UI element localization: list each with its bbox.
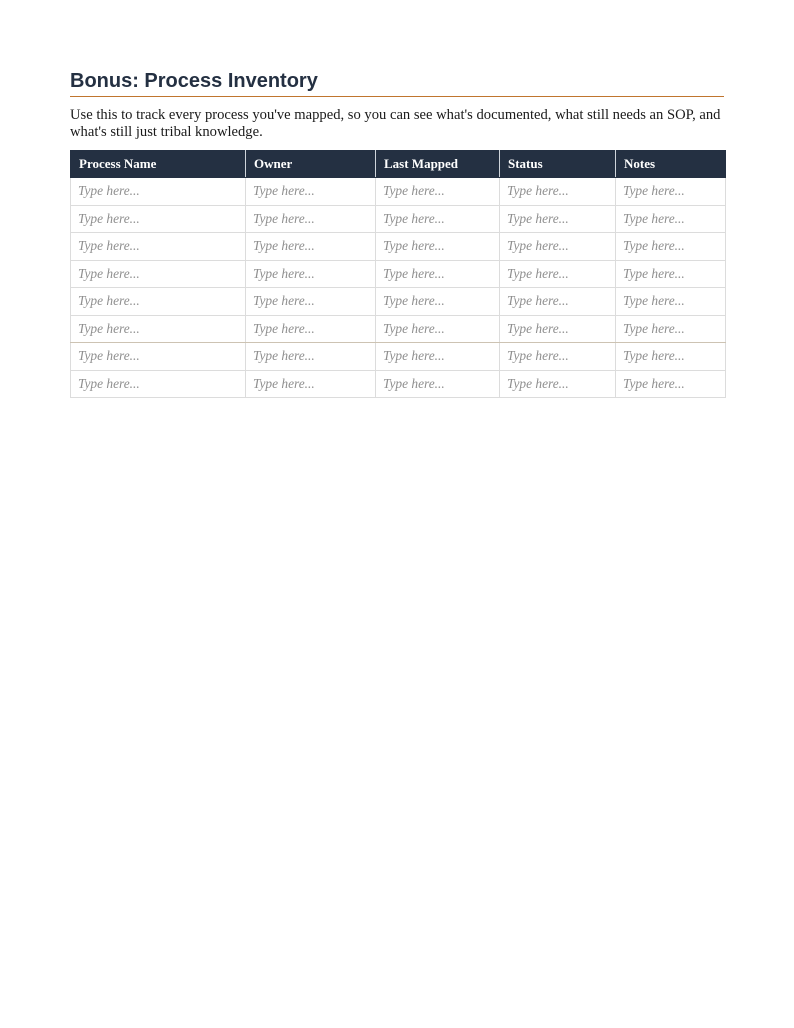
process-name-cell[interactable]: Type here... [71,370,246,398]
notes-cell[interactable]: Type here... [616,343,726,371]
owner-cell[interactable]: Type here... [246,233,376,261]
last-mapped-cell[interactable]: Type here... [376,370,500,398]
owner-cell[interactable]: Type here... [246,315,376,343]
table-row [71,205,726,233]
owner-cell[interactable]: Type here... [246,178,376,206]
owner-cell[interactable]: Type here... [246,205,376,233]
table-row [71,343,726,371]
owner-cell[interactable]: Type here... [246,343,376,371]
intro-paragraph: Use this to track every process you've mapped, so you can see what's documented, what still needs an SOP, and what's still just tribal knowledge. [70,107,721,140]
status-cell[interactable]: Type here... [500,178,616,206]
process-name-cell[interactable]: Type here... [71,260,246,288]
notes-cell[interactable]: Type here... [616,233,726,261]
process-name-cell[interactable]: Type here... [71,315,246,343]
owner-cell[interactable]: Type here... [246,260,376,288]
page-title: Bonus: Process Inventory [70,70,318,92]
last-mapped-cell[interactable]: Type here... [376,260,500,288]
status-cell[interactable]: Type here... [500,205,616,233]
status-cell[interactable]: Type here... [500,260,616,288]
header-row [71,151,726,178]
column-header-process-name: Process Name [71,151,246,178]
column-header-owner: Owner [246,151,376,178]
last-mapped-cell[interactable]: Type here... [376,233,500,261]
table-row [71,260,726,288]
notes-cell[interactable]: Type here... [616,178,726,206]
notes-cell[interactable]: Type here... [616,315,726,343]
last-mapped-cell[interactable]: Type here... [376,178,500,206]
process-name-cell[interactable]: Type here... [71,233,246,261]
process-name-cell[interactable]: Type here... [71,178,246,206]
process-name-cell[interactable]: Type here... [71,343,246,371]
status-cell[interactable]: Type here... [500,288,616,316]
process-inventory-table [70,150,726,398]
column-header-notes: Notes [616,151,726,178]
column-header-status: Status [500,151,616,178]
notes-cell[interactable]: Type here... [616,205,726,233]
table-row [71,315,726,343]
last-mapped-cell[interactable]: Type here... [376,315,500,343]
title-underline [70,96,724,97]
table-row [71,288,726,316]
table-row [71,370,726,398]
column-header-last-mapped: Last Mapped [376,151,500,178]
table-row [71,233,726,261]
last-mapped-cell[interactable]: Type here... [376,288,500,316]
notes-cell[interactable]: Type here... [616,370,726,398]
table-body [71,178,726,398]
notes-cell[interactable]: Type here... [616,288,726,316]
table-header [71,151,726,178]
process-name-cell[interactable]: Type here... [71,288,246,316]
last-mapped-cell[interactable]: Type here... [376,343,500,371]
notes-cell[interactable]: Type here... [616,260,726,288]
status-cell[interactable]: Type here... [500,233,616,261]
status-cell[interactable]: Type here... [500,343,616,371]
status-cell[interactable]: Type here... [500,370,616,398]
last-mapped-cell[interactable]: Type here... [376,205,500,233]
owner-cell[interactable]: Type here... [246,370,376,398]
table-row [71,178,726,206]
status-cell[interactable]: Type here... [500,315,616,343]
owner-cell[interactable]: Type here... [246,288,376,316]
process-name-cell[interactable]: Type here... [71,205,246,233]
